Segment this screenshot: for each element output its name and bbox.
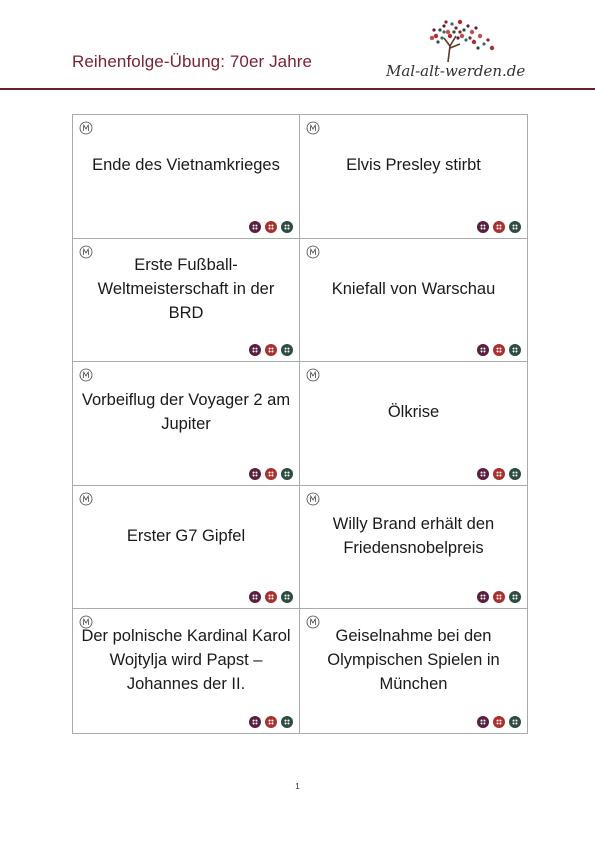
tree-dot: [430, 36, 434, 40]
button-icon: [249, 591, 261, 603]
card-text: Ende des Vietnamkrieges: [92, 156, 280, 175]
card: [300, 486, 527, 610]
tree-dot: [446, 30, 450, 34]
button-icon: [249, 344, 261, 356]
card-text: Erster G7 Gipfel: [126, 527, 246, 546]
card-text: Ölkrise: [387, 403, 440, 422]
header-rule: [0, 88, 595, 90]
button-icon: [477, 591, 489, 603]
logo-text: Mal-alt-werden.de: [386, 62, 526, 80]
card-text: Erste Fußball-Weltmeisterschaft in der BRD: [97, 255, 275, 322]
button-icon: [281, 221, 293, 233]
page-title: Reihenfolge-Übung: 70er Jahre: [72, 52, 313, 71]
card-dots: [477, 591, 521, 603]
button-icon: [509, 344, 521, 356]
tree-dot: [490, 46, 494, 50]
tree-logo-icon: [414, 18, 504, 62]
tree-dot: [476, 46, 479, 49]
button-icon: [265, 716, 277, 728]
tree-dot: [460, 34, 464, 38]
card-dots: [477, 468, 521, 480]
button-icon: [281, 716, 293, 728]
card-dots: [249, 221, 293, 233]
card-text: Der polnische Kardinal Karol Wojtylja wird Papst – Johannes der II.: [81, 627, 291, 694]
card-dots: [477, 716, 521, 728]
button-icon: [281, 344, 293, 356]
button-icon: [477, 468, 489, 480]
card-grid: [72, 114, 528, 734]
tree-dot: [452, 30, 455, 33]
button-icon: [281, 591, 293, 603]
tree-dot: [440, 36, 443, 39]
card-dots: [477, 221, 521, 233]
button-icon: [509, 468, 521, 480]
card: [300, 115, 527, 239]
tree-dot: [472, 40, 476, 44]
tree-dot: [444, 20, 447, 23]
tree-dot: [442, 24, 445, 27]
tree-dot: [466, 24, 469, 27]
tree-dot: [448, 34, 452, 38]
logo: [384, 18, 534, 84]
card: [73, 486, 300, 610]
button-icon: [249, 716, 261, 728]
card-text: Elvis Presley stirbt: [346, 156, 481, 175]
button-icon: [249, 468, 261, 480]
button-icon: [493, 468, 505, 480]
card: [300, 239, 527, 363]
button-icon: [493, 221, 505, 233]
button-icon: [477, 716, 489, 728]
button-icon: [493, 591, 505, 603]
card: [73, 239, 300, 363]
card-dots: [249, 716, 293, 728]
page-number: 1: [295, 782, 300, 791]
tree-dot: [468, 36, 471, 39]
button-icon: [493, 344, 505, 356]
button-icon: [509, 716, 521, 728]
tree-dot: [464, 38, 467, 41]
button-icon: [265, 468, 277, 480]
tree-dot: [450, 22, 453, 25]
button-icon: [477, 344, 489, 356]
card-text: Geiselnahme bei den Olympischen Spielen in München: [327, 627, 500, 694]
tree-dot: [482, 42, 485, 45]
card-text: Kniefall von Warschau: [331, 279, 496, 298]
tree-dot: [474, 26, 477, 29]
tree-dot: [486, 38, 489, 41]
tree-dot: [458, 30, 461, 33]
button-icon: [281, 468, 293, 480]
tree-dot: [454, 26, 457, 29]
card: [73, 115, 300, 239]
card: [300, 362, 527, 486]
tree-dot: [438, 28, 441, 31]
card-text: Vorbeiflug der Voyager 2 am Jupiter: [81, 391, 291, 434]
button-icon: [265, 221, 277, 233]
tree-dot: [462, 28, 465, 31]
tree-dot: [436, 40, 439, 43]
tree-dot: [458, 20, 462, 24]
tree-dot: [442, 30, 445, 33]
button-icon: [265, 344, 277, 356]
tree-dot: [478, 34, 482, 38]
card-dots: [249, 468, 293, 480]
card-dots: [477, 344, 521, 356]
button-icon: [509, 591, 521, 603]
button-icon: [477, 221, 489, 233]
card-dots: [249, 591, 293, 603]
card: [73, 609, 300, 733]
tree-dot: [456, 36, 459, 39]
tree-dot: [434, 34, 438, 38]
card: [73, 362, 300, 486]
button-icon: [509, 221, 521, 233]
card-dots: [249, 344, 293, 356]
button-icon: [249, 221, 261, 233]
card: [300, 609, 527, 733]
button-icon: [493, 716, 505, 728]
tree-dot: [432, 28, 435, 31]
card-text: Willy Brand erhält den Friedensnobelpreis: [332, 515, 495, 558]
tree-dot: [470, 30, 474, 34]
button-icon: [265, 591, 277, 603]
